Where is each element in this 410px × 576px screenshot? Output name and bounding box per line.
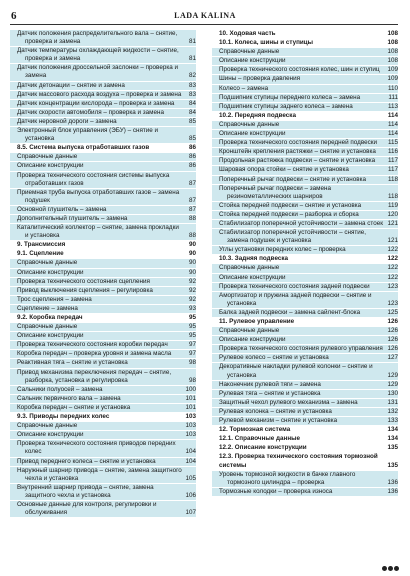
toc-entry-title: Проверка технического состояния коробки передач (17, 341, 168, 349)
toc-entry-title: Наружный шарнир привода – снятие, замена защитного чехла и установка (17, 466, 182, 482)
toc-entry-title: 12.2. Описание конструкции (219, 444, 307, 452)
toc-entry (10, 332, 196, 340)
toc-entry-title: Проверка технического состояния задней подвески (219, 282, 370, 290)
toc-entry-title: Описание конструкции (219, 336, 286, 344)
toc-entry-title: Описание конструкции (219, 130, 286, 138)
toc-entry-title: Датчик неровной дороги – замена (17, 117, 117, 125)
toc-section-heading (10, 241, 196, 249)
toc-page-number: 85 (188, 117, 196, 125)
toc-entry-title: Датчик детонации – снятие и замена (17, 81, 125, 89)
toc-entry-title: Углы установки передних колес – проверка (219, 246, 346, 254)
toc-entry-title: Рулевое колесо – снятие и установка (219, 354, 329, 362)
toc-entry-title: Наконечник рулевой тяги – замена (219, 380, 321, 388)
corner-dots-decoration (382, 558, 404, 566)
toc-entry (212, 176, 398, 184)
toc-entry (10, 440, 196, 456)
toc-entry-title: Подшипник ступицы переднего колеса – замена (219, 93, 361, 101)
toc-entry-title: Справочные данные (17, 259, 78, 267)
toc-entry-title: Электронный блок управления (ЭБУ) – снятие и установка (17, 127, 159, 143)
toc-entry (10, 287, 196, 295)
toc-page-number: 98 (188, 359, 196, 367)
toc-entry (212, 211, 398, 219)
toc-entry (212, 185, 398, 201)
toc-page-number: 106 (185, 491, 196, 499)
toc-entry-title: Проверка технического состояния сцепления (17, 277, 150, 285)
toc-entry (10, 91, 196, 99)
toc-entry (212, 246, 398, 254)
toc-entry-title: Справочные данные (219, 120, 280, 128)
toc-section-heading (10, 314, 196, 322)
toc-page-number: 101 (185, 403, 196, 411)
toc-entry (212, 381, 398, 389)
toc-page-number: 108 (387, 57, 398, 65)
toc-entry (212, 166, 398, 174)
toc-page-number: 122 (387, 255, 398, 263)
toc-entry (10, 369, 196, 385)
toc-page-number: 123 (387, 299, 398, 307)
toc-section-heading (212, 426, 398, 434)
toc-page-number: 92 (188, 295, 196, 303)
toc-entry (212, 390, 398, 398)
toc-page-number: 109 (387, 66, 398, 74)
toc-entry-title: Поперечный рычаг подвески – снятие и установка (219, 175, 367, 183)
toc-page-number: 92 (188, 286, 196, 294)
toc-left-column (10, 30, 196, 518)
toc-entry-title: Продольная растяжка подвески – снятие и установка (219, 157, 376, 165)
toc-entry (10, 484, 196, 500)
toc-section-heading (212, 255, 398, 263)
toc-page-number: 103 (185, 413, 196, 421)
toc-page-number: 126 (387, 327, 398, 335)
toc-page-number: 97 (188, 350, 196, 358)
toc-entry-title: 12.3. Проверка технического состояния тормозной системы (219, 453, 378, 469)
toc-page-number: 133 (387, 417, 398, 425)
toc-entry-title: Кронштейн крепления растяжки – снятие и установка (219, 148, 376, 156)
toc-entry (10, 501, 196, 517)
toc-entry-title: Внутренний шарнир привода – снятие, замена защитного чехла и установка (17, 483, 154, 499)
toc-entry-title: Датчик концентрации кислорода – проверка и замена (17, 99, 175, 107)
toc-page-number: 81 (188, 55, 196, 63)
toc-page-number: 126 (387, 345, 398, 353)
toc-entry-title: 10.2. Передняя подвеска (219, 111, 296, 119)
toc-entry-title: Рулевая колонка – снятие и установка (219, 407, 332, 415)
toc-entry-title: Реактивная тяга – снятие и установка (17, 359, 128, 367)
toc-entry-title: 12.1. Справочные данные (219, 435, 301, 443)
toc-section-heading (212, 112, 398, 120)
toc-entry (212, 57, 398, 65)
toc-page-number: 101 (185, 394, 196, 402)
toc-page-number: 129 (387, 380, 398, 388)
toc-entry-title: Проверка технического состояния системы выпуска отработавших газов (17, 171, 170, 187)
page-number: 6 (11, 10, 17, 22)
toc-entry (212, 75, 398, 83)
toc-entry (10, 224, 196, 240)
toc-page-number: 86 (188, 162, 196, 170)
toc-entry-title: 9.1. Сцепление (17, 250, 64, 258)
toc-entry-title: Описание конструкции (17, 162, 84, 170)
toc-entry (212, 471, 398, 487)
toc-page-number: 127 (387, 354, 398, 362)
toc-entry (10, 359, 196, 367)
toc-entry-title: 9.3. Приводы передних колес (17, 413, 110, 421)
toc-page-number: 90 (188, 241, 196, 249)
toc-entry-title: Рулевой механизм – снятие и установка (219, 417, 338, 425)
page-header (0, 0, 410, 26)
toc-entry-title: Датчик положения дроссельной заслонки – проверка и замена (17, 64, 178, 80)
toc-entry (212, 327, 398, 335)
toc-page-number: 88 (188, 214, 196, 222)
toc-entry (212, 274, 398, 282)
toc-entry-title: Привод выключения сцепления – регулировка (17, 286, 153, 294)
toc-entry (10, 64, 196, 80)
toc-entry (10, 118, 196, 126)
toc-entry-title: Каталитический коллектор – снятие, замена прокладки и установка (17, 224, 179, 240)
toc-entry (212, 264, 398, 272)
toc-entry (212, 283, 398, 291)
toc-entry (10, 206, 196, 214)
toc-entry (212, 417, 398, 425)
toc-entry-title: Стойка передней подвески – снятие и установка (219, 201, 362, 209)
toc-page-number: 100 (185, 385, 196, 393)
toc-page-number: 130 (387, 389, 398, 397)
toc-entry (212, 130, 398, 138)
toc-entry (10, 305, 196, 313)
toc-page-number: 83 (188, 90, 196, 98)
toc-entry-title: Проверка технического состояния передней подвески (219, 139, 378, 147)
toc-entry-title: 9. Трансмиссия (17, 241, 66, 249)
toc-entry-title: Справочные данные (219, 264, 280, 272)
toc-entry-title: Сальник первичного вала – замена (17, 394, 121, 402)
toc-page-number: 86 (188, 153, 196, 161)
toc-page-number: 86 (188, 144, 196, 152)
toc-entry (10, 127, 196, 143)
toc-page-number: 134 (387, 435, 398, 443)
toc-page-number: 116 (387, 148, 398, 156)
toc-entry-title: Поперечный рычаг подвески – замена резинометаллических шарниров (219, 184, 331, 200)
toc-entry-title: Шины – проверка давления (219, 75, 301, 83)
toc-entry (10, 278, 196, 286)
toc-page-number: 123 (387, 282, 398, 290)
toc-page-number: 87 (188, 205, 196, 213)
toc-entry-title: Описание конструкции (219, 273, 286, 281)
toc-entry (212, 220, 398, 228)
toc-section-heading (212, 453, 398, 469)
toc-entry (10, 189, 196, 205)
toc-entry-title: Сальники полуосей – замена (17, 385, 103, 393)
toc-entry-title: Декоративные накладки рулевой колонки – снятие и установка (219, 363, 373, 379)
toc-page-number: 122 (387, 273, 398, 281)
toc-entry-title: Приемная труба выпуска отработавших газов – замена подушек (17, 188, 180, 204)
toc-page-number: 114 (387, 130, 398, 138)
toc-page-number: 104 (185, 448, 196, 456)
toc-page-number: 84 (188, 108, 196, 116)
toc-page-number: 118 (387, 175, 398, 183)
toc-entry-title: Привод механизма переключения передач – снятие, разборка, установка и регулировка (17, 368, 172, 384)
toc-page-number: 95 (188, 332, 196, 340)
toc-entry-title: 9.2. Коробка передач (17, 314, 83, 321)
toc-entry (212, 148, 398, 156)
toc-entry (10, 458, 196, 466)
toc-page-number: 81 (188, 38, 196, 46)
toc-page-number: 105 (185, 474, 196, 482)
toc-entry-title: Справочные данные (17, 153, 78, 161)
toc-section-heading (212, 444, 398, 452)
toc-entry (10, 82, 196, 90)
toc-entry-title: Тормозные колодки – проверка износа (219, 487, 333, 495)
toc-section-heading (10, 250, 196, 258)
toc-entry (212, 399, 398, 407)
toc-page-number: 132 (387, 407, 398, 415)
toc-entry (10, 422, 196, 430)
toc-entry-title: 11. Рулевое управление (219, 318, 295, 325)
toc-page-number: 98 (188, 376, 196, 384)
toc-page-number: 119 (387, 201, 398, 209)
toc-entry (212, 85, 398, 93)
header-divider (10, 24, 398, 25)
toc-entry (10, 172, 196, 188)
toc-page-number: 87 (188, 179, 196, 187)
toc-entry (212, 488, 398, 496)
toc-page-number: 131 (387, 398, 398, 406)
toc-entry (212, 229, 398, 245)
toc-entry-title: Стойка передней подвески – разборка и сборка (219, 210, 359, 218)
toc-entry-title: Подшипник ступицы заднего колеса – замена (219, 102, 353, 110)
toc-entry-title: Амортизатор и пружина задней подвески – снятие и установка (219, 291, 372, 307)
toc-entry (10, 431, 196, 439)
toc-entry (10, 467, 196, 483)
toc-entry (10, 47, 196, 63)
toc-page-number: 90 (188, 268, 196, 276)
toc-section-heading (10, 144, 196, 152)
toc-page-number: 136 (387, 487, 398, 495)
toc-page-number: 122 (387, 246, 398, 254)
toc-entry-title: Шаровая опора стойки – снятие и установка (219, 166, 349, 174)
toc-entry-title: Коробка передач – снятие и установка (17, 403, 131, 411)
toc-page-number: 117 (387, 157, 398, 165)
toc-page-number: 90 (188, 250, 196, 258)
toc-entry (212, 48, 398, 56)
toc-entry-title: 10.3. Задняя подвеска (219, 255, 289, 263)
toc-entry (10, 30, 196, 46)
toc-page-number: 82 (188, 72, 196, 80)
toc-entry-title: Описание конструкции (17, 431, 84, 439)
toc-entry (212, 121, 398, 129)
book-title: LADA KALINA (174, 11, 236, 20)
toc-page-number: 121 (387, 237, 398, 245)
toc-entry (212, 336, 398, 344)
toc-page-number: 120 (387, 210, 398, 218)
toc-page-number: 108 (387, 39, 398, 47)
toc-entry-title: Основной глушитель – замена (17, 205, 107, 213)
toc-page-number: 122 (387, 264, 398, 272)
toc-entry (212, 66, 398, 74)
toc-entry (10, 100, 196, 108)
toc-section-heading (10, 413, 196, 421)
toc-page-number: 136 (387, 478, 398, 486)
toc-section-heading (212, 435, 398, 443)
toc-page-number: 134 (387, 426, 398, 434)
toc-entry-title: Трос сцепления – замена (17, 295, 92, 303)
toc-page-number: 108 (387, 30, 398, 37)
toc-entry-title: Привод переднего колеса – снятие и установка (17, 457, 156, 465)
toc-entry (212, 354, 398, 362)
toc-entry (212, 292, 398, 308)
toc-entry-title: Проверка технического состояния колес, шин и ступиц (219, 66, 380, 74)
toc-entry (10, 109, 196, 117)
toc-page-number: 111 (388, 93, 398, 101)
toc-page-number: 103 (185, 431, 196, 439)
toc-page-number: 110 (387, 84, 398, 92)
toc-page-number: 117 (387, 166, 398, 174)
toc-page-number: 115 (387, 139, 398, 147)
toc-entry-title: 10.1. Колеса, шины и ступицы (219, 39, 314, 47)
toc-page-number: 129 (387, 371, 398, 379)
toc-page-number: 135 (387, 461, 398, 469)
toc-section-heading (212, 30, 398, 38)
toc-entry-title: Датчик положения распределительного вала – снятие, проверка и замена (17, 30, 178, 46)
toc-page-number: 114 (387, 120, 398, 128)
toc-entry-title: Справочные данные (17, 422, 78, 430)
toc-entry-title: Описание конструкции (17, 268, 84, 276)
toc-entry-title: Справочные данные (219, 48, 280, 56)
toc-page-number: 92 (188, 277, 196, 285)
toc-entry (10, 162, 196, 170)
toc-entry-title: Справочные данные (219, 327, 280, 335)
toc-entry (10, 153, 196, 161)
toc-entry (212, 139, 398, 147)
toc-entry-title: 12. Тормозная система (219, 426, 291, 434)
toc-page-number: 113 (387, 102, 398, 110)
toc-entry-title: Датчик температуры охлаждающей жидкости – снятие, проверка и замена (17, 47, 179, 63)
toc-entry-title: Датчик скорости автомобиля – проверка и замена (17, 108, 164, 116)
toc-entry (212, 103, 398, 111)
toc-page-number: 83 (188, 81, 196, 89)
toc-page-number: 135 (387, 444, 398, 452)
toc-page-number: 90 (188, 259, 196, 267)
toc-right-column (212, 30, 398, 497)
toc-entry (10, 404, 196, 412)
toc-entry (212, 157, 398, 165)
toc-entry (10, 269, 196, 277)
toc-page-number: 85 (188, 135, 196, 143)
toc-entry-title: Сцепление – замена (17, 304, 78, 312)
toc-page-number: 84 (188, 99, 196, 107)
toc-entry-title: Стабилизатор поперечной устойчивости – замена стоек (219, 219, 383, 227)
toc-entry (10, 386, 196, 394)
toc-entry (212, 345, 398, 353)
toc-page-number: 126 (387, 336, 398, 344)
toc-entry-title: Защитный чехол рулевого механизма – замена (219, 398, 358, 406)
toc-page-number: 114 (387, 111, 398, 119)
toc-entry-title: Балка задней подвески – замена сайлент-блока (219, 308, 361, 316)
toc-entry-title: 10. Ходовая часть (219, 30, 276, 37)
toc-entry-title: Описание конструкции (17, 332, 84, 340)
toc-page-number: 103 (185, 422, 196, 430)
toc-entry-title: Рулевая тяга – снятие и установка (219, 389, 321, 397)
toc-entry-title: Описание конструкции (219, 57, 286, 65)
toc-entry (212, 408, 398, 416)
toc-entry (10, 259, 196, 267)
toc-entry-title: Датчик массового расхода воздуха – проверка и замена (17, 90, 182, 98)
toc-page-number: 107 (185, 509, 196, 517)
toc-entry-title: Коробка передач – проверка уровня и замена масла (17, 350, 172, 358)
toc-page-number: 95 (188, 323, 196, 331)
toc-page-number: 125 (387, 308, 398, 316)
toc-entry-title: Уровень тормозной жидкости в бачке главного тормозного цилиндра – проверка (219, 470, 356, 486)
toc-entry (212, 202, 398, 210)
toc-entry (10, 395, 196, 403)
toc-section-heading (212, 318, 398, 326)
toc-page-number: 108 (387, 48, 398, 56)
toc-page-number: 104 (185, 457, 196, 465)
toc-page-number: 88 (188, 232, 196, 240)
toc-entry-title: Проверка технического состояния рулевого управления (219, 345, 383, 353)
toc-page-number: 97 (188, 341, 196, 349)
toc-entry-title: Справочные данные (17, 323, 78, 331)
toc-entry (10, 350, 196, 358)
toc-entry (212, 309, 398, 317)
toc-page-number: 126 (387, 318, 398, 325)
toc-entry-title: 8.5. Система выпуска отработавших газов (17, 144, 150, 152)
toc-entry (10, 341, 196, 349)
toc-page-number: 93 (188, 304, 196, 312)
toc-page-number: 95 (188, 314, 196, 321)
toc-entry (212, 363, 398, 379)
toc-page-number: 121 (387, 219, 398, 227)
toc-page-number: 87 (188, 196, 196, 204)
toc-entry (212, 94, 398, 102)
toc-entry (10, 296, 196, 304)
toc-entry-title: Колесо – замена (219, 84, 269, 92)
toc-page-number: 109 (387, 75, 398, 83)
toc-entry (10, 215, 196, 223)
toc-section-heading (212, 39, 398, 47)
toc-page-number: 118 (387, 192, 398, 200)
toc-entry-title: Стабилизатор поперечной устойчивости – снятие, замена подушек и установка (219, 229, 367, 245)
toc-entry-title: Проверка технического состояния приводов передних колес (17, 440, 176, 456)
toc-entry (10, 323, 196, 331)
toc-entry-title: Дополнительный глушитель – замена (17, 214, 128, 222)
toc-entry-title: Основные данные для контроля, регулировки и обслуживания (17, 500, 157, 517)
